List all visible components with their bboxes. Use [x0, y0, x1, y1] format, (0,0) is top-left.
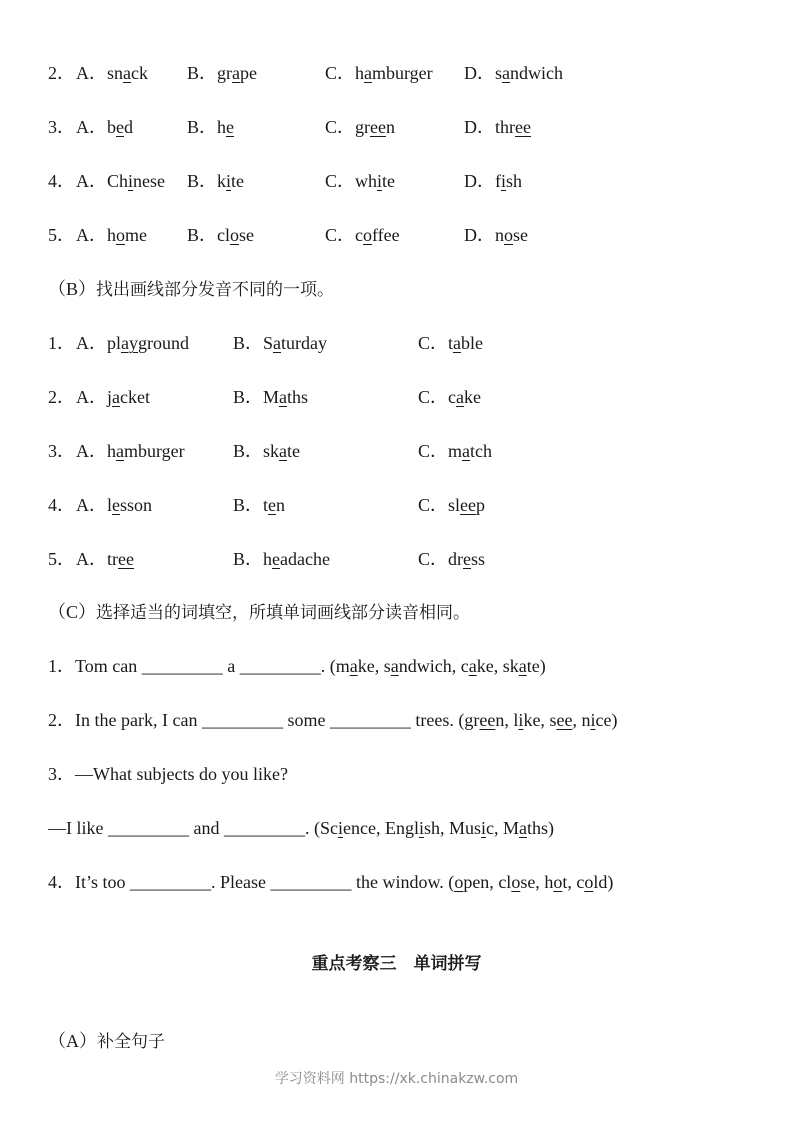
underlined-letters: e: [272, 549, 281, 569]
underlined-letters: a: [232, 63, 241, 83]
option-a: A．hamburger: [76, 441, 185, 461]
question-number: 2．: [48, 387, 75, 407]
word: make,: [335, 656, 384, 676]
word: headache: [263, 549, 330, 569]
underlined-letters: a: [273, 333, 282, 353]
option-b: B．close: [187, 225, 255, 245]
underlined-letters: a: [518, 656, 527, 676]
underlined-letters: a: [502, 63, 511, 83]
word: nice: [581, 710, 612, 730]
option-b: B．he: [187, 117, 235, 137]
word: playground: [107, 333, 190, 353]
question-c3-answer: —I like _________ and _________. (Science, English, Music, Maths): [48, 818, 555, 838]
underlined-letters: o: [363, 225, 373, 245]
underlined-letters: o: [230, 225, 240, 245]
underlined-letters: o: [511, 872, 521, 892]
word: white: [355, 171, 396, 191]
word: close: [217, 225, 255, 245]
word: skate: [502, 656, 540, 676]
underlined-letters: i: [337, 818, 343, 838]
underlined-letters: a: [112, 387, 121, 407]
word: he: [217, 117, 235, 137]
option-a: A．Chinese: [76, 171, 166, 191]
option-a: A．bed: [76, 117, 133, 137]
question-c1: 1．Tom can _________ a _________. (make, sandwich, cake, skate): [48, 656, 546, 676]
word: Saturday: [263, 333, 328, 353]
word: home: [107, 225, 147, 245]
word: see,: [549, 710, 582, 730]
option-d: D．fish: [464, 171, 523, 191]
question-number: 5．: [48, 549, 75, 569]
question-number: 2．: [48, 63, 75, 83]
option-a: A．lesson: [76, 495, 153, 515]
word: three: [495, 117, 531, 137]
word: like,: [513, 710, 550, 730]
option-a: A．snack: [76, 63, 149, 83]
word: tree: [107, 549, 134, 569]
section-title: 重点考察三 单词拼写: [311, 954, 482, 974]
part-b-heading: （B）找出画线部分发音不同的一项。: [48, 279, 335, 300]
word: Music,: [448, 818, 504, 838]
word: Chinese: [107, 171, 166, 191]
word: snack: [107, 63, 149, 83]
word: sandwich,: [383, 656, 461, 676]
word: ten: [263, 495, 286, 515]
underlined-letters: ee: [515, 117, 531, 137]
question-c3: 3．—What subjects do you like?: [48, 764, 288, 784]
underlined-letters: e: [226, 117, 235, 137]
option-d: D．sandwich: [464, 63, 564, 83]
underlined-letters: a: [279, 387, 288, 407]
underlined-letters: ay: [121, 333, 139, 353]
option-a: A．jacket: [76, 387, 150, 407]
option-b: B．headache: [233, 549, 330, 569]
underlined-letters: a: [349, 656, 358, 676]
word: sleep: [448, 495, 486, 515]
option-c: C．hamburger: [325, 63, 433, 83]
word: green: [355, 117, 395, 137]
underlined-letters: a: [468, 656, 477, 676]
underlined-letters: i: [590, 710, 596, 730]
underlined-letters: e: [268, 495, 277, 515]
option-c: C．dress: [418, 549, 486, 569]
underlined-letters: o: [454, 872, 464, 892]
underlined-letters: a: [279, 441, 288, 461]
word: lesson: [107, 495, 153, 515]
word: match: [448, 441, 493, 461]
word: coffee: [355, 225, 400, 245]
word: cake: [448, 387, 482, 407]
underlined-letters: o: [504, 225, 513, 245]
question-number: 3．: [48, 441, 75, 461]
question-number: 1．: [48, 333, 75, 353]
word: kite: [217, 171, 245, 191]
underlined-letters: ee: [460, 495, 477, 515]
word: fish: [495, 171, 523, 191]
underlined-letters: i: [128, 171, 134, 191]
option-d: D．nose: [464, 225, 528, 245]
underlined-letters: i: [226, 171, 232, 191]
word: hamburger: [107, 441, 185, 461]
word: dress: [448, 549, 486, 569]
option-c: C．green: [325, 117, 395, 137]
word: cold: [576, 872, 608, 892]
question-number: 3．: [48, 117, 75, 137]
underlined-letters: i: [518, 710, 524, 730]
word: bed: [107, 117, 133, 137]
option-c: C．table: [418, 333, 484, 353]
option-c: C．white: [325, 171, 396, 191]
underlined-letters: e: [463, 549, 472, 569]
footer-watermark: 学习资料网 https://xk.chinakzw.com: [274, 1071, 519, 1087]
underlined-letters: i: [481, 818, 487, 838]
word: grape: [217, 63, 258, 83]
underlined-letters: ee: [556, 710, 573, 730]
option-d: D．three: [464, 117, 531, 137]
option-b: B．ten: [233, 495, 286, 515]
word: close,: [498, 872, 545, 892]
word: table: [448, 333, 484, 353]
word: hamburger: [355, 63, 433, 83]
option-b: B．grape: [187, 63, 258, 83]
option-c: C．match: [418, 441, 493, 461]
underlined-letters: a: [390, 656, 399, 676]
option-b: B．Saturday: [233, 333, 328, 353]
underlined-letters: ee: [479, 710, 496, 730]
option-c: C．sleep: [418, 495, 486, 515]
underlined-letters: e: [112, 495, 121, 515]
option-c: C．coffee: [325, 225, 400, 245]
question-number: 4．: [48, 171, 75, 191]
underlined-letters: a: [116, 441, 124, 461]
underlined-letters: i: [377, 171, 383, 191]
part-a2-heading: （A）补全句子: [48, 1031, 165, 1052]
word: open,: [454, 872, 499, 892]
option-a: A．tree: [76, 549, 134, 569]
option-b: B．Maths: [233, 387, 309, 407]
word: skate: [263, 441, 301, 461]
question-number: 4．: [48, 495, 75, 515]
word: Maths: [263, 387, 309, 407]
word: cake,: [460, 656, 503, 676]
option-c: C．cake: [418, 387, 482, 407]
word: green,: [464, 710, 514, 730]
word: English,: [384, 818, 449, 838]
part-c-heading: （C）选择适当的词填空，所填单词画线部分读音相同。: [48, 602, 471, 623]
underlined-letters: a: [456, 387, 465, 407]
option-b: B．skate: [233, 441, 301, 461]
underlined-letters: e: [116, 117, 124, 137]
word: hot,: [544, 872, 577, 892]
underlined-letters: a: [519, 818, 528, 838]
underlined-letters: i: [501, 171, 507, 191]
option-a: A．playground: [76, 333, 190, 353]
underlined-letters: a: [453, 333, 462, 353]
underlined-letters: a: [364, 63, 373, 83]
underlined-letters: ee: [370, 117, 386, 137]
question-c2: 2．In the park, I can _________ some _________ trees. (green, like, see, nice): [48, 710, 618, 730]
underlined-letters: a: [462, 441, 471, 461]
underlined-letters: i: [418, 818, 424, 838]
word: jacket: [107, 387, 150, 407]
underlined-letters: o: [116, 225, 125, 245]
word: Science,: [319, 818, 385, 838]
word: sandwich: [495, 63, 564, 83]
underlined-letters: o: [584, 872, 594, 892]
option-b: B．kite: [187, 171, 245, 191]
word: nose: [495, 225, 528, 245]
question-c4: 4．It’s too _________. Please _________ the window. (open, close, hot, cold): [48, 872, 614, 892]
question-number: 5．: [48, 225, 75, 245]
underlined-letters: ee: [118, 549, 134, 569]
underlined-letters: a: [123, 63, 132, 83]
option-a: A．home: [76, 225, 147, 245]
word: Maths: [503, 818, 549, 838]
underlined-letters: o: [553, 872, 563, 892]
